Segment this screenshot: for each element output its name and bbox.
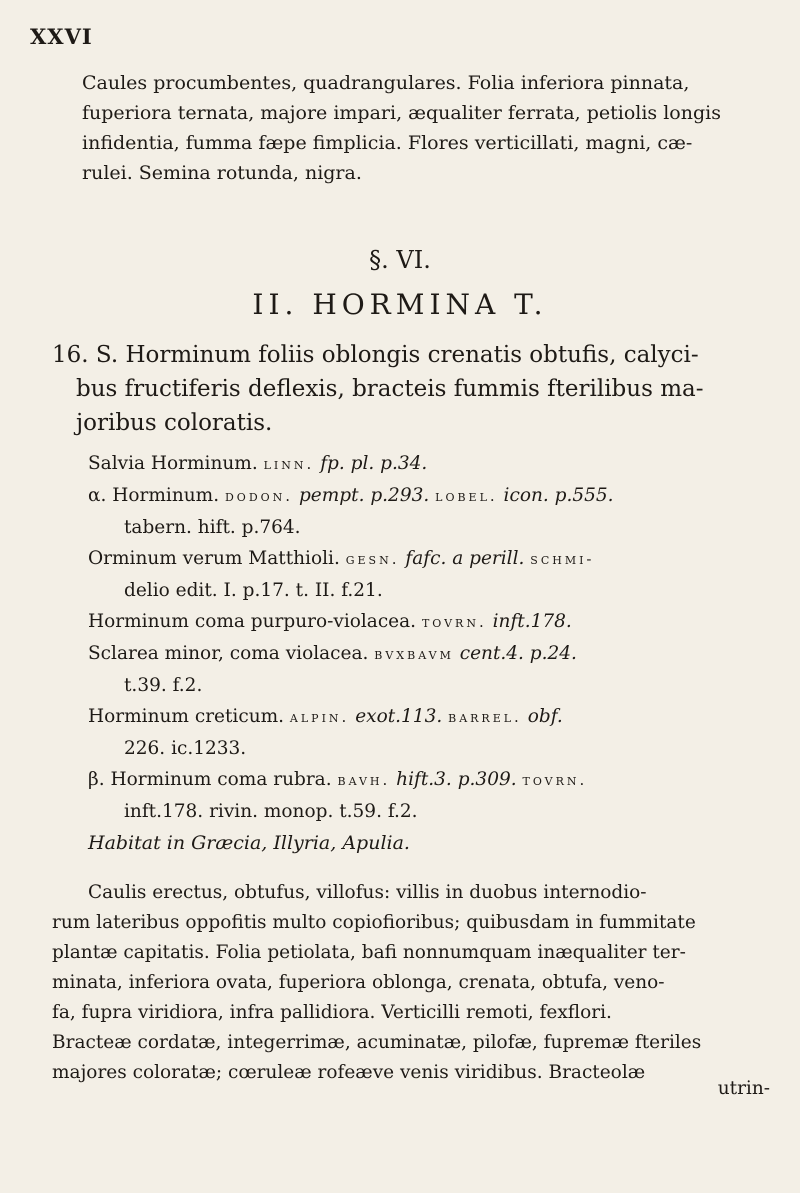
- page-number: XXVI: [30, 24, 93, 49]
- synonym-name: Salvia Horminum.: [88, 453, 258, 474]
- synonym-entry: [88, 638, 778, 701]
- synonym-entry: [88, 764, 778, 827]
- diagnosis-line: bus fructiferis deflexis, bracteis fummis fterilibus ma-: [76, 376, 704, 402]
- synonym-entry: [88, 701, 778, 764]
- synonym-author: linn.: [263, 455, 315, 473]
- synonym-reference: obf.: [527, 706, 563, 727]
- synonym-author: alpin.: [289, 708, 350, 726]
- synonym-reference: hift.3. p.309.: [396, 769, 517, 790]
- synonym-author: barrel.: [448, 708, 522, 726]
- synonym-entry: [88, 606, 778, 638]
- diagnosis-line: 16. S. Horminum foliis oblongis crenatis obtufis, calyci-: [52, 342, 699, 368]
- synonym-name: α. Horminum.: [88, 485, 220, 506]
- synonym-author: dodon.: [224, 487, 294, 505]
- description-line: minata, inferiora ovata, fuperiora oblonga, crenata, obtufa, veno-: [52, 972, 665, 993]
- synonym-author: tovrn.: [421, 613, 487, 631]
- intro-line: Caules procumbentes, quadrangulares. Folia inferiora pinnata,: [82, 72, 690, 94]
- synonym-author: gesn.: [345, 550, 400, 568]
- synonym-author: bavh.: [337, 771, 391, 789]
- synonym-reference: pempt. p.293.: [298, 485, 430, 506]
- synonym-name: Sclarea minor, coma violacea.: [88, 643, 369, 664]
- description-line: Caulis erectus, obtufus, villofus: villis in duobus internodio-: [88, 882, 647, 903]
- synonym-reference: icon. p.555.: [503, 485, 614, 506]
- synonym-author: schmi-: [530, 550, 595, 568]
- synonym-name: Horminum creticum.: [88, 706, 285, 727]
- synonym-entry: [88, 448, 778, 480]
- diagnosis-line: joribus coloratis.: [76, 410, 273, 436]
- synonym-author: lobel.: [435, 487, 498, 505]
- synonym-continuation: delio edit. I. p.17. t. II. f.21.: [124, 580, 383, 601]
- synonym-entry: [88, 480, 778, 543]
- synonym-name: Orminum verum Matthioli.: [88, 548, 340, 569]
- synonym-entry: [88, 543, 778, 606]
- intro-line: rulei. Semina rotunda, nigra.: [82, 162, 362, 184]
- synonym-name: Horminum coma purpuro-violacea.: [88, 611, 417, 632]
- description-line: majores coloratæ; cœruleæ rofeæve venis viridibus. Bracteolæ: [52, 1062, 646, 1083]
- intro-paragraph: [52, 68, 774, 188]
- description-line: plantæ capitatis. Folia petiolata, bafi nonnumquam inæqualiter ter-: [52, 942, 686, 963]
- synonym-continuation: inft.178. rivin. monop. t.59. f.2.: [124, 801, 418, 822]
- synonym-continuation: 226. ic.1233.: [124, 738, 247, 759]
- species-diagnosis: [52, 338, 774, 440]
- synonym-reference: inft.178.: [492, 611, 572, 632]
- intro-line: fuperiora ternata, majore impari, æqualiter ferrata, petiolis longis: [82, 102, 721, 124]
- synonym-reference: cent.4. p.24.: [459, 643, 577, 664]
- description-line: rum lateribus oppofitis multo copiofioribus; quibusdam in fummitate: [52, 912, 696, 933]
- section-heading: §. VI.: [369, 246, 431, 274]
- genus-heading: II. HORMINA T.: [252, 288, 548, 321]
- synonym-reference: exot.113.: [355, 706, 443, 727]
- description-line: fa, fupra viridiora, infra pallidiora. Verticilli remoti, fexflori.: [52, 1002, 612, 1023]
- description-line: Bracteæ cordatæ, integerrimæ, acuminatæ, pilofæ, fupremæ fteriles: [52, 1032, 702, 1053]
- habitat-line: Habitat in Græcia, Illyria, Apulia.: [88, 832, 410, 854]
- synonym-reference: fafc. a perill.: [405, 548, 525, 569]
- catchword: utrin-: [717, 1078, 770, 1099]
- description-paragraph: [52, 878, 774, 1088]
- synonym-author: tovrn.: [522, 771, 588, 789]
- intro-line: infidentia, fumma fæpe fimplicia. Flores verticillati, magni, cæ-: [82, 132, 693, 154]
- synonym-continuation: tabern. hift. p.764.: [124, 517, 301, 538]
- synonym-author: bvxbavm: [374, 645, 454, 663]
- synonym-reference: fp. pl. p.34.: [320, 453, 428, 474]
- synonymy-list: [88, 448, 778, 827]
- synonym-name: β. Horminum coma rubra.: [88, 769, 332, 790]
- synonym-continuation: t.39. f.2.: [124, 675, 203, 696]
